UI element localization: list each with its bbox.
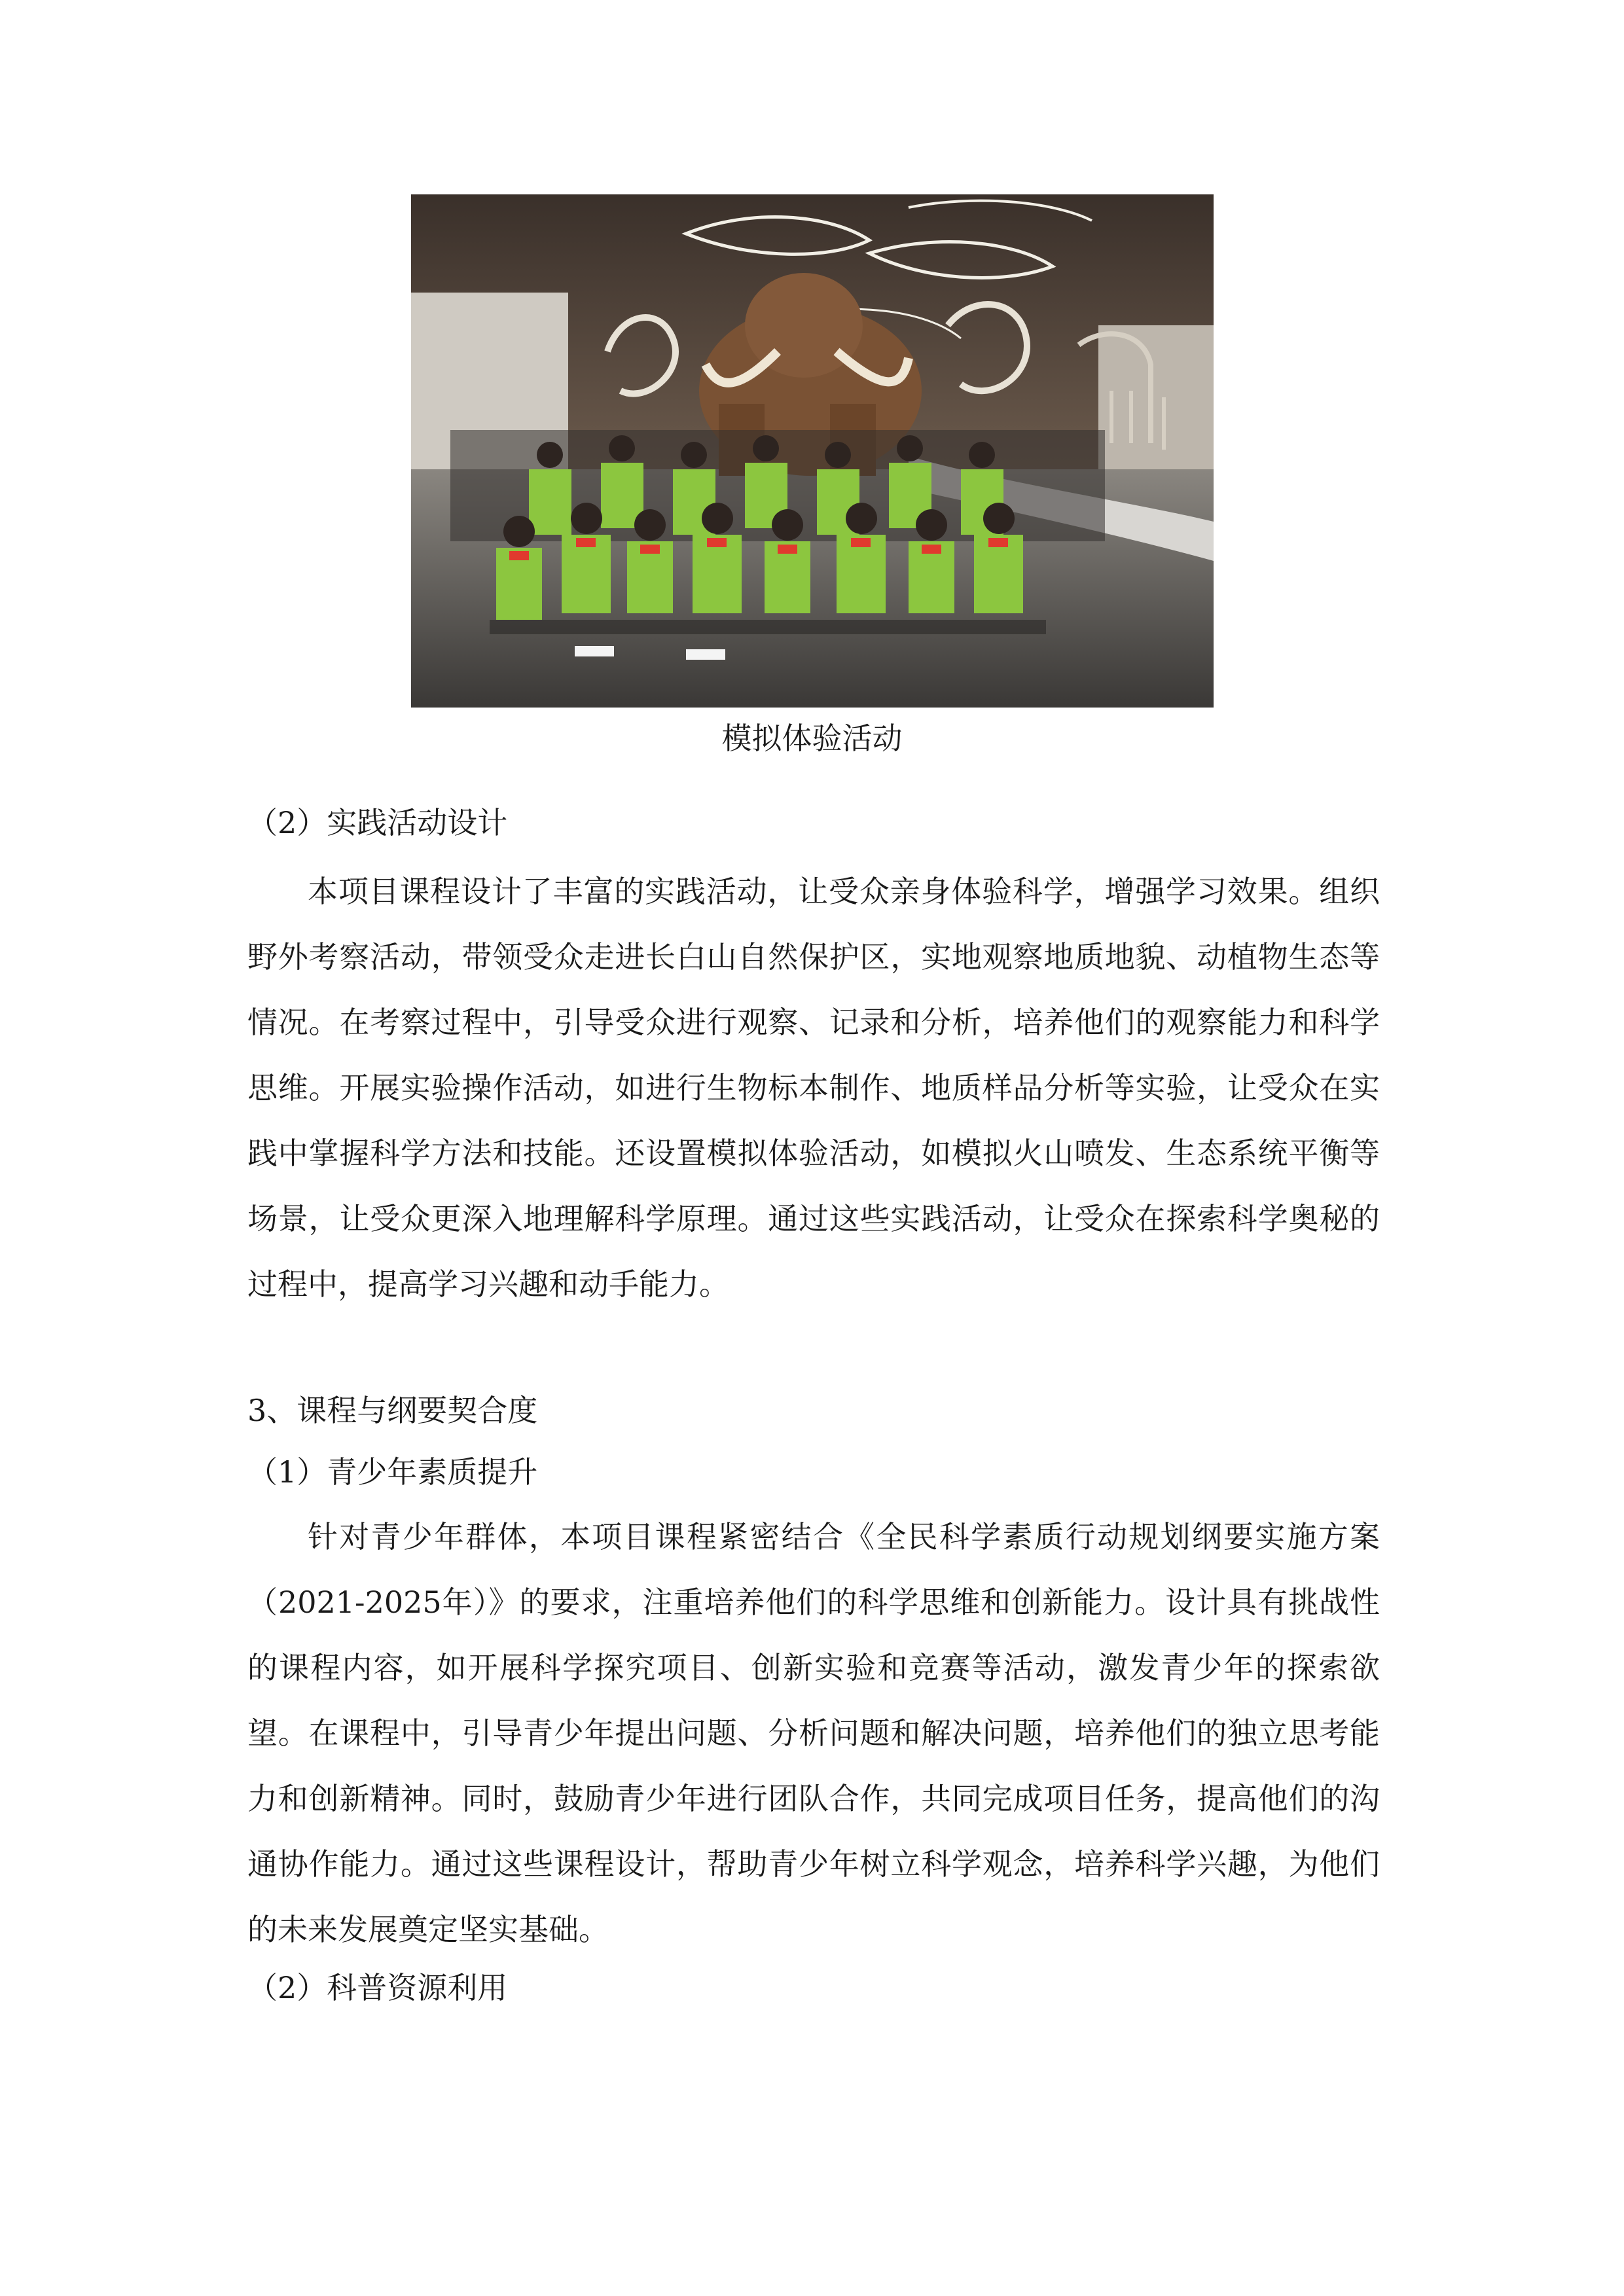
figure-caption: 模拟体验活动 <box>721 721 903 756</box>
photo-illustration <box>411 194 1214 708</box>
museum-group-photo <box>411 194 1214 708</box>
youth-paragraph: 针对青少年群体，本项目课程紧密结合《全民科学素质行动规划纲要实施方案（2021-2025年）》的要求，注重培养他们的科学思维和创新能力。设计具有挑战性的课程内容，如开展科学探究项目、创新实验和竞赛等活动，激发青少年的探索欲望。在课程中，引导青少年提出问题、分析问题和解决问题，培养他们的独立思考能力和创新精神。同时，鼓励青少年进行团队合作，共同完成项目任务，提高他们的沟通协作能力。通过这些课程设计，帮助青少年树立科学观念，培养科学兴趣，为他们的未来发展奠定坚实基础。 <box>247 1519 1380 1947</box>
fit-heading: 3、课程与纲要契合度 <box>247 1393 538 1428</box>
resources-heading: （2）科普资源利用 <box>247 1970 508 2005</box>
youth-heading: （1）青少年素质提升 <box>247 1454 538 1490</box>
practice-heading: （2）实践活动设计 <box>247 805 508 840</box>
practice-paragraph: 本项目课程设计了丰富的实践活动，让受众亲身体验科学，增强学习效果。组织野外考察活动，带领受众走进长白山自然保护区，实地观察地质地貌、动植物生态等情况。在考察过程中，引导受众进行观察、记录和分析，培养他们的观察能力和科学思维。开展实验操作活动，如进行生物标本制作、地质样品分析等实验，让受众在实践中掌握科学方法和技能。还设置模拟体验活动，如模拟火山喷发、生态系统平衡等场景，让受众更深入地理解科学原理。通过这些实践活动，让受众在探索科学奥秘的过程中，提高学习兴趣和动手能力。 <box>247 874 1380 1302</box>
